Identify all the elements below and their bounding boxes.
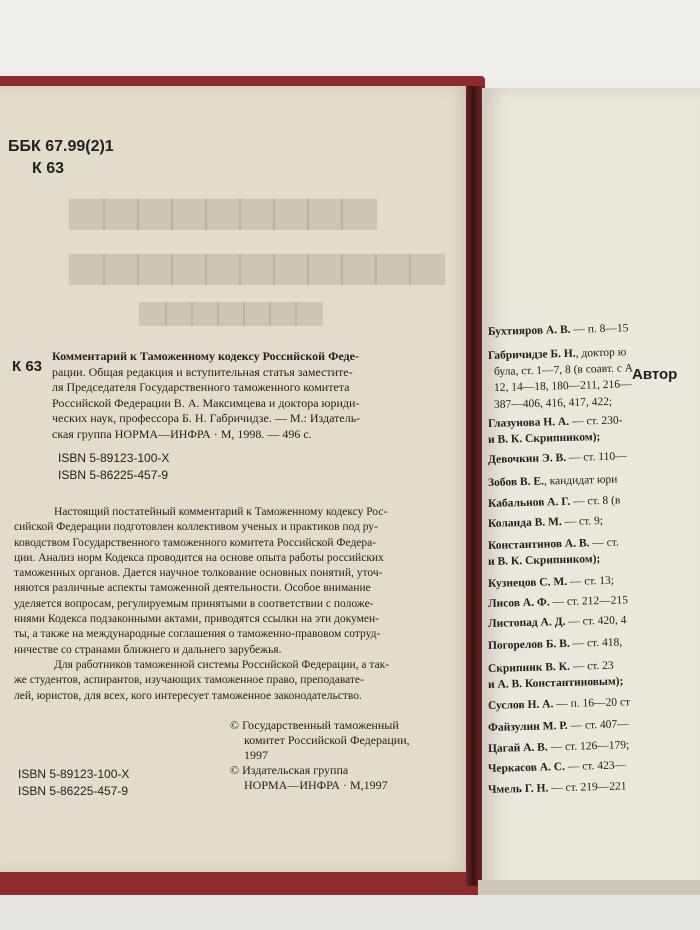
author-entry [488, 553, 601, 568]
author-name: Кузнецов С. М. [487, 575, 568, 590]
authors-heading: Автор [632, 366, 678, 383]
isbn-line: ISBN 5-86225-457-9 [18, 784, 129, 798]
author-entry [494, 362, 633, 378]
isbn-line: ISBN 5-86225-457-9 [58, 468, 169, 482]
description-line: ля Председателя Государственного таможенного комитета [52, 380, 350, 394]
bibliographic-description [52, 349, 360, 442]
copyright-line: комитет Российской Федерации, [244, 733, 410, 747]
background-top [0, 0, 700, 80]
author-entry [488, 759, 626, 775]
author-articles: — ст. 230- [568, 414, 623, 428]
author-articles: — ст. 9; [561, 514, 604, 529]
author-name: и В. К. Скрипником); [487, 553, 601, 568]
author-entry [488, 636, 622, 652]
author-name: Цагай А. В. [487, 741, 548, 755]
isbn-top [58, 450, 169, 484]
author-index-side: К 63 [12, 358, 43, 375]
copyright-line: © Государственный таможенный [230, 718, 399, 732]
author-articles: — ст. 110— [565, 450, 627, 464]
description-line: Комментарий к Таможенному кодексу Российской Феде- [52, 349, 359, 363]
author-index: К 63 [32, 160, 65, 177]
author-name: Глазунова Н. А. [487, 415, 570, 430]
author-articles: , доктор ю [575, 346, 627, 360]
author-entry [488, 696, 630, 712]
annotation-line: ководством Государственного таможенного комитета Российской Федера- [14, 536, 377, 549]
annotation-line: няются различные аспекты таможенной деятельности. Особое внимание [14, 582, 371, 595]
bleed-through-shadow: ▆▆▆▆▆▆▆▆▆ [70, 191, 376, 229]
description-line: ская группа НОРМА—ИНФРА · М, 1998. — 496 с. [52, 426, 312, 441]
author-entry [488, 431, 601, 446]
author-name: Лисов А. Ф. [487, 596, 550, 610]
author-articles: — ст. 423— [564, 759, 627, 773]
author-name: Константинов А. В. [487, 537, 590, 552]
author-articles: 12, 14—18, 180—211, 216— [493, 378, 632, 394]
author-entry [494, 378, 632, 394]
author-entry [488, 474, 618, 489]
annotation-line: ниями Кодекса подзаконными актами, приводятся ссылки на эти докумен- [14, 613, 380, 626]
annotation-line: Для работников таможенной системы Российской Федерации, а так- [54, 658, 390, 671]
author-entry [488, 495, 621, 510]
author-name: Черкасов А. С. [487, 760, 566, 775]
author-entry [488, 450, 627, 466]
author-articles: — ст. 126—179; [547, 739, 630, 754]
author-articles: — ст. 8 (в [570, 494, 621, 508]
bbk-code: ББК 67.99(2)1 [8, 138, 114, 155]
author-articles: — ст. 13; [566, 574, 615, 588]
author-entry [488, 346, 627, 362]
author-name: Бухтияров А. В. [487, 323, 571, 338]
author-name: Суслов Н. А. [487, 698, 554, 712]
author-articles: — п. 8—15 [570, 322, 629, 336]
author-articles: , кандидат юри [543, 473, 618, 488]
author-name: и А. В. Константиновым); [487, 675, 624, 691]
author-name: Файзулин М. Р. [487, 719, 568, 734]
author-articles: — п. 16—20 ст [553, 696, 631, 711]
annotation [14, 505, 389, 704]
author-name: и В. К. Скрипником); [487, 431, 601, 446]
author-entry [488, 675, 624, 691]
author-name: Скрипник В. К. [487, 660, 571, 675]
author-entry [494, 396, 612, 411]
author-entry [488, 594, 628, 610]
author-name: Девочкин Э. В. [487, 451, 567, 466]
isbn-line: ISBN 5-89123-100-X [18, 767, 130, 781]
bleed-through-shadow: ▆▆▆▆▆▆▆▆▆▆▆ [70, 246, 444, 284]
author-name: Коланда В. М. [487, 516, 562, 530]
author-name: Кабальнов А. Г. [487, 495, 571, 510]
description-line: Российской Федерации В. А. Максимцева и доктора юриди- [52, 395, 360, 410]
author-articles: — ст. 420, 4 [565, 614, 627, 628]
copyright-line: © Издательская группа [230, 763, 349, 777]
author-entry [488, 660, 614, 675]
bleed-through-shadow: ▆▆▆▆▆▆▆ [140, 295, 322, 325]
annotation-line: сийской Федерации подготовлен коллективом ученых и практиков под ру- [14, 521, 378, 534]
author-articles: — ст. 407— [567, 718, 629, 732]
author-name: Погорелов Б. В. [487, 637, 570, 652]
author-name: Листопад А. Д. [487, 615, 566, 630]
right-page [482, 88, 700, 900]
author-articles: — ст. 212—215 [549, 594, 629, 609]
copyright-line: 1997 [244, 748, 268, 762]
author-articles: була, ст. 1—7, 8 (в соавт. с А [493, 362, 634, 378]
author-articles: — ст. 23 [569, 659, 614, 673]
copyright-block [230, 718, 410, 793]
annotation-line: ты, а также на международные соглашения о таможенно-правовом сотруд- [14, 628, 381, 641]
author-entry [488, 739, 630, 755]
description-line: рации. Общая редакция и вступительная статья заместите- [52, 364, 353, 379]
author-entry [488, 537, 619, 552]
author-entry [488, 780, 627, 796]
isbn-bottom [18, 766, 129, 800]
annotation-line: Настоящий постатейный комментарий к Таможенному кодексу Рос- [54, 506, 388, 518]
author-entry [488, 614, 627, 630]
author-entry [488, 575, 614, 590]
author-entry [488, 322, 629, 338]
annotation-line: таможенных органов. Дается научное толкование основных понятий, уточ- [14, 567, 383, 580]
annotation-line: ции. Анализ норм Кодекса проводится на основе опыта работы российских [14, 551, 384, 564]
author-articles: — ст. [589, 536, 619, 550]
author-entry [488, 515, 603, 530]
annotation-line: же студентов, аспирантов, изучающих таможенное право, преподавате- [14, 674, 364, 687]
author-name: Габричидзе Б. Н. [487, 347, 576, 362]
author-entry [488, 414, 623, 430]
author-articles: — ст. 219—221 [548, 780, 627, 795]
author-articles: 387—406, 416, 417, 422; [493, 395, 613, 411]
background-bottom [0, 895, 700, 930]
isbn-line: ISBN 5-89123-100-X [58, 451, 170, 465]
author-articles: — ст. 418, [569, 636, 623, 650]
author-name: Чмель Г. Н. [487, 782, 549, 796]
author-name: Зобов В. Е. [487, 475, 545, 489]
annotation-line: уделяется вопросам, регулируемым принятыми в соответствии с положе- [14, 597, 374, 610]
annotation-line: лей, юристов, для всех, кого интересует таможенное законодательство. [14, 689, 362, 702]
annotation-line: ничестве со странами ближнего и дальнего зарубежья. [14, 643, 282, 656]
author-entry [488, 718, 629, 734]
copyright-line: НОРМА—ИНФРА · М,1997 [244, 778, 388, 792]
description-line: ческих наук, профессора Б. Н. Габричидзе. — М.: Издатель- [52, 411, 361, 425]
